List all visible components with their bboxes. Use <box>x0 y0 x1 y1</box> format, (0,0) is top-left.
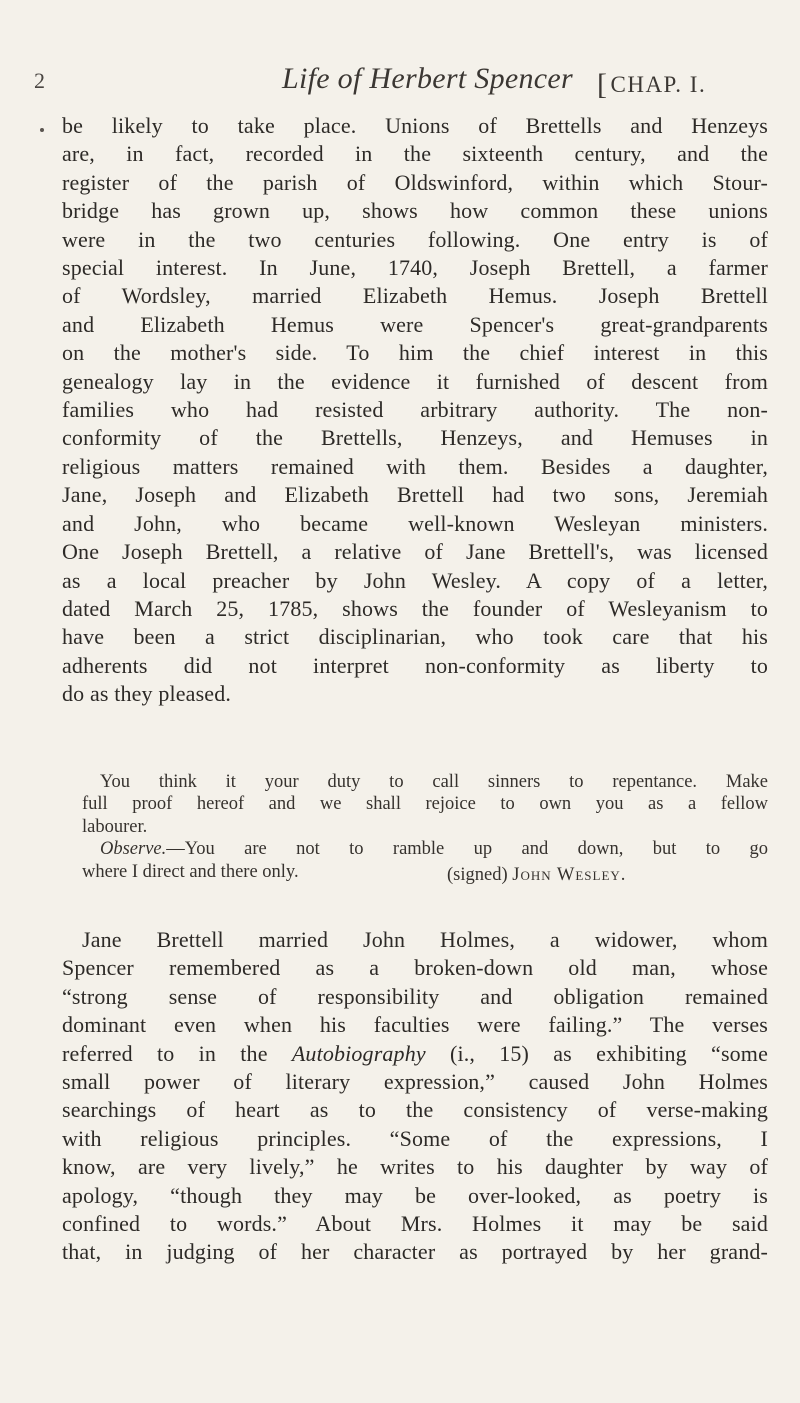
letter-quotation <box>82 771 768 883</box>
text-line: were in the two centuries following. One entry is of <box>62 226 768 252</box>
text-line: conformity of the Brettells, Henzeys, and Hemuses in <box>62 425 768 451</box>
text-line: religious matters remained with them. Besides a daughter, <box>62 453 768 479</box>
quote-line <box>82 838 768 860</box>
running-title: Life of Herbert Spencer <box>282 62 574 95</box>
book-title: Autobiography <box>291 1040 426 1066</box>
text-line: Jane, Joseph and Elizabeth Brettell had two sons, Jeremiah <box>62 482 768 508</box>
quote-line: full proof hereof and we shall rejoice to own you as a fellow <box>82 794 768 815</box>
text-line: with religious principles. “Some of the expressions, I <box>62 1125 768 1151</box>
text-line: small power of literary expression,” caused John Holmes <box>62 1069 768 1095</box>
page-number: 2 <box>34 68 45 93</box>
text-line: Spencer remembered as a broken-down old man, whose <box>62 955 768 981</box>
quote-line: labourer. <box>82 816 148 837</box>
signed-label: (signed) <box>447 865 508 885</box>
text-line: on the mother's side. To him the chief interest in this <box>62 340 768 366</box>
quote-text: —You are not to ramble up and down, but to go <box>166 839 768 860</box>
text-line <box>62 1040 768 1068</box>
letter-signature <box>447 865 626 886</box>
text-line: bridge has grown up, shows how common these unions <box>62 198 768 224</box>
signature-name: John Wesley. <box>512 865 627 885</box>
paragraph-holmes <box>62 926 768 1267</box>
text-segment: referred to in the <box>62 1040 292 1066</box>
text-line: are, in fact, recorded in the sixteenth century, and the <box>62 141 768 167</box>
text-line: One Joseph Brettell, a relative of Jane Brettell's, was licensed <box>62 539 768 565</box>
text-line: be likely to take place. Unions of Brettells and Henzeys <box>62 113 768 138</box>
observe-label: Observe. <box>100 839 167 860</box>
text-line: and Elizabeth Hemus were Spencer's great-grandparents <box>62 311 768 337</box>
text-line: searchings of heart as to the consistency of verse-making <box>62 1097 768 1123</box>
text-line: do as they pleased. <box>62 681 232 707</box>
margin-mark <box>40 128 44 132</box>
running-head <box>34 62 764 102</box>
text-segment: (i., 15) as exhibiting “some <box>425 1040 768 1066</box>
text-line: apology, “though they may be over-looked, as poetry is <box>62 1182 768 1208</box>
text-line: register of the parish of Oldswinford, within which Stour- <box>62 169 768 195</box>
text-line: of Wordsley, married Elizabeth Hemus. Joseph Brettell <box>62 283 768 309</box>
quote-line: where I direct and there only. <box>82 861 299 882</box>
text-line: dated March 25, 1785, shows the founder of Wesleyanism to <box>62 595 768 621</box>
text-line: and John, who became well-known Wesleyan ministers. <box>62 510 768 536</box>
text-line: families who had resisted arbitrary authority. The non- <box>62 397 768 423</box>
chapter-label: CHAP. I. <box>610 72 707 97</box>
text-line: dominant even when his faculties were failing.” The verses <box>62 1012 768 1038</box>
text-line: adherents did not interpret non-conformity as liberty to <box>62 652 768 678</box>
text-line: as a local preacher by John Wesley. A copy of a letter, <box>62 567 768 593</box>
text-line: genealogy lay in the evidence it furnished of descent from <box>62 368 768 394</box>
paragraph-genealogy <box>62 112 768 709</box>
chapter-reference <box>597 66 706 100</box>
chapter-bracket: [ <box>597 68 609 101</box>
text-line: special interest. In June, 1740, Joseph Brettell, a farmer <box>62 255 768 281</box>
text-line: confined to words.” About Mrs. Holmes it may be said <box>62 1211 768 1237</box>
text-line: “strong sense of responsibility and obligation remained <box>62 983 768 1009</box>
quote-line: You think it your duty to call sinners to repentance. Make <box>100 772 768 792</box>
text-line: have been a strict disciplinarian, who took care that his <box>62 624 768 650</box>
text-line: know, are very lively,” he writes to his daughter by way of <box>62 1154 768 1180</box>
text-line: Jane Brettell married John Holmes, a widower, whom <box>82 927 768 952</box>
text-line: that, in judging of her character as portrayed by her grand- <box>62 1239 768 1265</box>
